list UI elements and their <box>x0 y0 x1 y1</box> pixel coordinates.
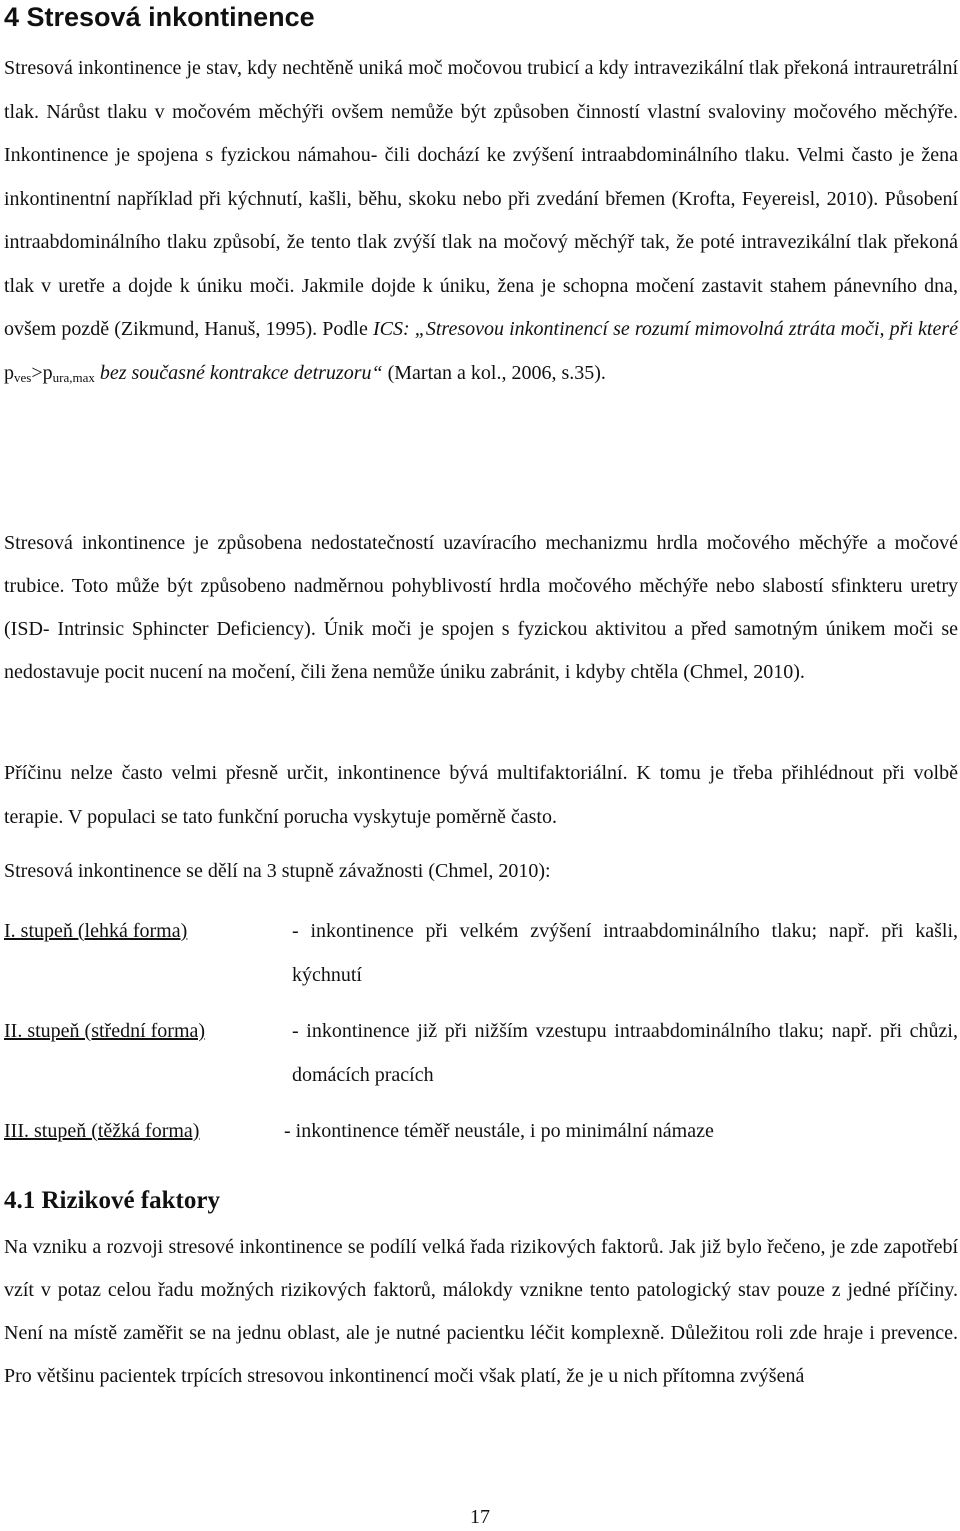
stage-1-label: I. stupeň (lehká forma) <box>4 920 188 942</box>
ics-quote-end: bez současné kontrakce detruzoru“ <box>94 361 383 384</box>
p-ves: p <box>4 361 14 384</box>
ura-subscript: ura,max <box>52 369 95 385</box>
page-number: 17 <box>470 1506 490 1528</box>
ves-subscript: ves <box>14 369 32 385</box>
p-ura: p <box>42 361 53 384</box>
section-heading: 4.1 Rizikové faktory <box>4 1187 220 1214</box>
gt-sign: > <box>31 361 43 384</box>
citation: (Martan a kol., 2006, s.35). <box>382 361 606 384</box>
paragraph-definition-text: Stresová inkontinence je stav, kdy nechtěně uniká moč močovou trubicí a kdy intravezikální tlak překoná intrauretrální tlak. Nárůst tlaku v močovém měchýři ovšem nemůže být způsoben činností vlastní svaloviny močového měchýře. Inkontinence je spojena s fyzickou námahou- čili dochází ke zvýšení intraabdominálního tlaku. Velmi často je žena inkontinentní například při kýchnutí, kašli, běhu, skoku nebo při zvedání břemen (Krofta, Feyereisl, 2010). Působení intraabdominálního tlaku způsobí, že tento tlak zvýší tlak na močový měchýř tak, že poté intravezikální tlak překoná tlak v uretře a dojde k úniku moči. Jakmile dojde k úniku, žena je schopna močení zastavit stahem pánevního dna, ovšem pozdě (Zikmund, Hanuš, 1995). Podle <box>4 57 958 340</box>
paragraph-multifactorial: Příčinu nelze často velmi přesně určit, inkontinence bývá multifaktoriální. K tomu je třeba přihlédnout při volbě terapie. V populaci se tato funkční porucha vyskytuje poměrně často. <box>4 762 958 828</box>
chapter-heading: 4 Stresová inkontinence <box>4 2 315 32</box>
stage-3-description: - inkontinence téměř neustále, i po minimální námaze <box>284 1120 714 1142</box>
stage-2-label: II. stupeň (střední forma) <box>4 1020 206 1042</box>
stage-2-description: - inkontinence již při nižším vzestupu intraabdominálního tlaku; např. při chůzi, domácích pracích <box>292 1020 958 1086</box>
ics-quote: ICS: „Stresovou inkontinencí se rozumí mimovolná ztráta moči, při které <box>372 318 958 340</box>
paragraph-cause: Stresová inkontinence je způsobena nedostatečností uzavíracího mechanizmu hrdla močového měchýře a močové trubice. Toto může být způsobeno nadměrnou pohyblivostí hrdla močového měchýře nebo slabostí sfinkteru uretry (ISD- Intrinsic Sphincter Deficiency). Únik moči je spojen s fyzickou aktivitou a před samotným únikem moči se nedostavuje pocit nucení na močení, čili žena nemůže úniku zabránit, i kdyby chtěla (Chmel, 2010). <box>4 532 958 683</box>
paragraph-grades-intro: Stresová inkontinence se dělí na 3 stupně závažnosti (Chmel, 2010): <box>4 860 551 882</box>
paragraph-risk-factors: Na vzniku a rozvoji stresové inkontinence se podílí velká řada rizikových faktorů. Jak již bylo řečeno, je zde zapotřebí vzít v potaz celou řadu možných rizikových faktorů, málokdy vznikne tento patologický stav pouze z jedné příčiny. Není na místě zaměřit se na jednu oblast, ale je nutné pacientku léčit komplexně. Důležitou roli zde hraje i prevence. Pro většinu pacientek trpících stresovou inkontinencí moči však platí, že je u nich přítomna zvýšená <box>4 1236 958 1387</box>
stage-3-label: III. stupeň (těžká forma) <box>4 1120 200 1142</box>
stage-1-description: - inkontinence při velkém zvýšení intraabdominálního tlaku; např. při kašli, kýchnutí <box>292 920 958 986</box>
paragraph-definition <box>4 47 958 399</box>
